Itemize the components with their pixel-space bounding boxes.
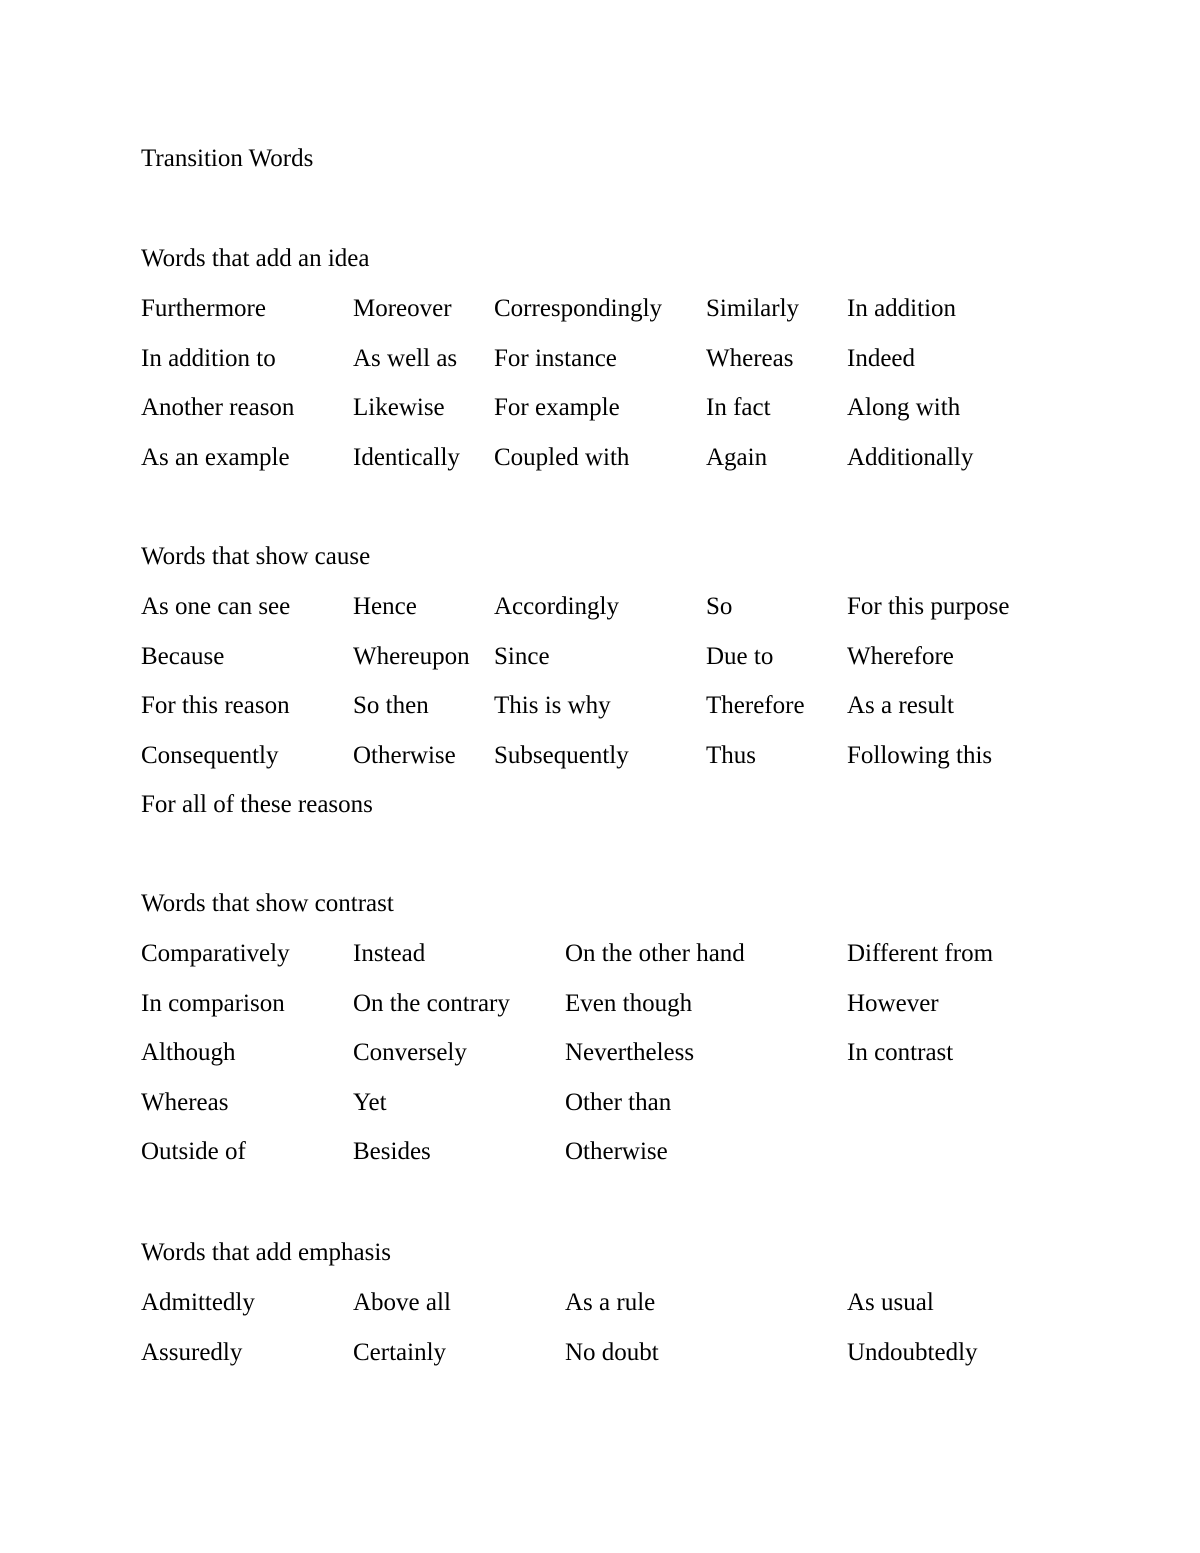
word: Accordingly xyxy=(494,593,619,620)
word: Additionally xyxy=(847,443,974,471)
word: Conversely xyxy=(353,1039,467,1066)
word-row xyxy=(141,790,1061,840)
word: Different from xyxy=(847,940,994,967)
word: So then xyxy=(353,692,429,719)
section-heading: Words that add an idea xyxy=(141,245,370,272)
word: For example xyxy=(494,394,620,421)
word: As a result xyxy=(847,692,954,719)
word-row xyxy=(141,939,1061,989)
word: Admittedly xyxy=(141,1289,255,1316)
word: Whereupon xyxy=(353,642,470,670)
word: Yet xyxy=(353,1088,387,1116)
word: Whereas xyxy=(706,344,794,372)
word: Above all xyxy=(353,1289,451,1316)
word: Nevertheless xyxy=(565,1039,695,1066)
word: Wherefore xyxy=(847,642,954,670)
word: Undoubtedly xyxy=(847,1338,978,1366)
word: Correspondingly xyxy=(494,295,663,322)
section-heading: Words that add emphasis xyxy=(141,1239,392,1266)
word-row xyxy=(141,989,1061,1039)
word: Hence xyxy=(353,593,417,620)
word: Instead xyxy=(353,940,426,967)
section-heading: Words that show contrast xyxy=(141,890,394,917)
word: Outside of xyxy=(141,1138,246,1165)
word: On the other hand xyxy=(565,940,745,967)
word: Thus xyxy=(706,741,756,769)
word-row xyxy=(141,592,1061,642)
word: Following this xyxy=(847,741,993,769)
word: Since xyxy=(494,642,550,670)
word: Subsequently xyxy=(494,741,629,769)
word: As one can see xyxy=(141,593,291,620)
word-row xyxy=(141,1288,1061,1338)
word: Even though xyxy=(565,989,693,1017)
word: Again xyxy=(706,443,768,471)
word: In fact xyxy=(706,394,771,421)
word: So xyxy=(706,593,733,620)
word: Otherwise xyxy=(353,741,456,769)
word: Similarly xyxy=(706,295,800,322)
word: In comparison xyxy=(141,989,285,1017)
section-add-idea xyxy=(141,244,1061,492)
word-row xyxy=(141,294,1061,344)
word: Furthermore xyxy=(141,295,266,322)
word: As a rule xyxy=(565,1289,656,1316)
word: Likewise xyxy=(353,394,445,421)
word: However xyxy=(847,989,939,1017)
word: As an example xyxy=(141,443,290,471)
word: As usual xyxy=(847,1289,934,1316)
word: Due to xyxy=(706,642,774,670)
word: Whereas xyxy=(141,1088,229,1116)
word: Although xyxy=(141,1039,236,1066)
word-row xyxy=(141,1137,1061,1187)
word: For this purpose xyxy=(847,593,1010,620)
word-row xyxy=(141,1038,1061,1088)
document-title: Transition Words xyxy=(141,145,314,172)
word: Consequently xyxy=(141,741,279,769)
word-row xyxy=(141,393,1061,443)
word: Comparatively xyxy=(141,940,290,967)
word: On the contrary xyxy=(353,989,510,1017)
word: Therefore xyxy=(706,692,805,719)
word: Certainly xyxy=(353,1338,447,1366)
word: Along with xyxy=(847,394,961,421)
word: Moreover xyxy=(353,295,452,322)
word: Indeed xyxy=(847,344,916,372)
word-row xyxy=(141,344,1061,394)
word: In addition xyxy=(847,295,957,322)
word-row xyxy=(141,741,1061,791)
word-row xyxy=(141,1338,1061,1388)
word: For this reason xyxy=(141,692,290,719)
word: Coupled with xyxy=(494,443,630,471)
section-add-emphasis xyxy=(141,1238,1061,1387)
word: As well as xyxy=(353,344,458,372)
word-row xyxy=(141,642,1061,692)
word: Besides xyxy=(353,1138,431,1165)
word: Identically xyxy=(353,443,460,471)
word: For instance xyxy=(494,344,617,372)
word: In contrast xyxy=(847,1039,954,1066)
section-show-contrast xyxy=(141,889,1061,1187)
word: Otherwise xyxy=(565,1138,668,1165)
section-heading: Words that show cause xyxy=(141,543,371,570)
word: No doubt xyxy=(565,1338,659,1366)
word: Because xyxy=(141,642,225,670)
word: For all of these reasons xyxy=(141,791,373,818)
word-row xyxy=(141,443,1061,493)
word-row xyxy=(141,1088,1061,1138)
word: Another reason xyxy=(141,394,295,421)
word: Assuredly xyxy=(141,1338,243,1366)
section-show-cause xyxy=(141,542,1061,840)
word-row xyxy=(141,691,1061,741)
word: In addition to xyxy=(141,344,276,372)
word: This is why xyxy=(494,692,611,719)
word: Other than xyxy=(565,1088,672,1116)
